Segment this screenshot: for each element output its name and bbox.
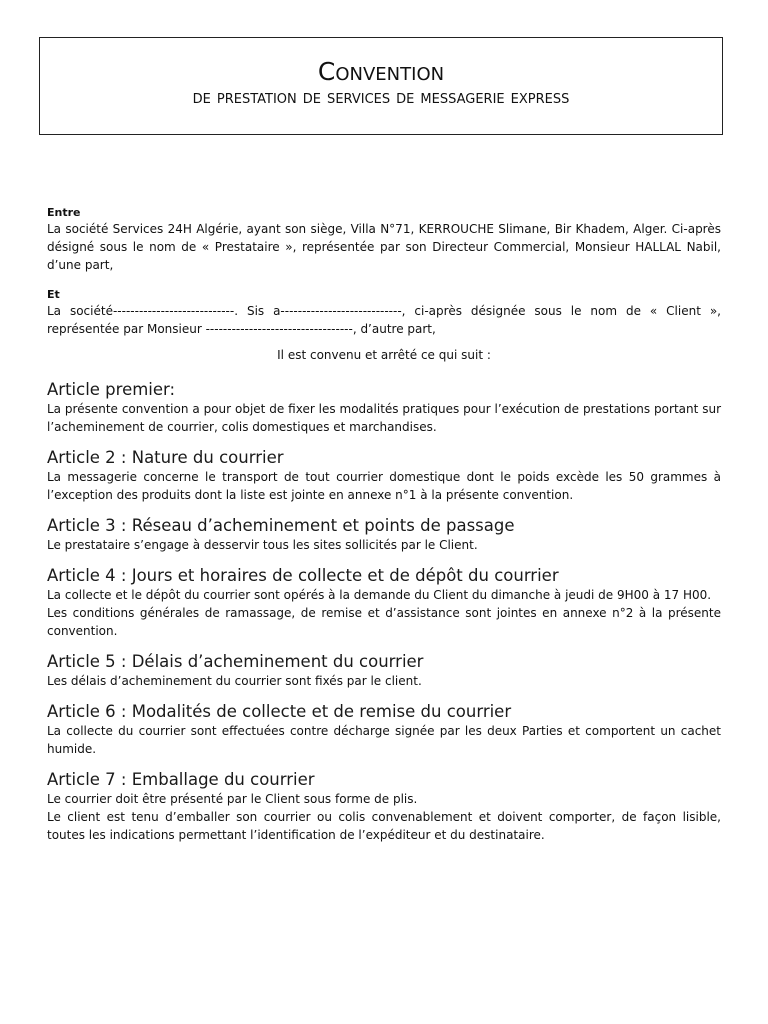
document-body xyxy=(47,206,721,844)
article-title: Article 7 : Emballage du courrier xyxy=(47,770,315,789)
article-title: Article 6 : Modalités de collecte et de remise du courrier xyxy=(47,702,512,721)
article-7 xyxy=(47,770,721,844)
article-paragraph: Les conditions générales de ramassage, de remise et d’assistance sont jointes en annexe n°2 à la présente convention. xyxy=(47,606,721,638)
article-paragraph: La messagerie concerne le transport de tout courrier domestique dont le poids excède les 50 grammes à l’exception des produits dont la liste est jointe en annexe n°1 à la présente convention. xyxy=(47,470,721,502)
article-1 xyxy=(47,380,721,436)
agreement-text: Il est convenu et arrêté ce qui suit : xyxy=(277,348,491,362)
article-3 xyxy=(47,516,721,554)
title-box xyxy=(39,37,723,135)
entre-label: Entre xyxy=(47,206,81,219)
article-paragraph: La collecte et le dépôt du courrier sont opérés à la demande du Client du dimanche à jeudi de 9H00 à 17 H00. xyxy=(47,588,712,602)
article-paragraph: Le prestataire s’engage à desservir tous les sites sollicités par le Client. xyxy=(47,538,478,552)
article-title: Article premier: xyxy=(47,380,176,399)
article-4 xyxy=(47,566,721,640)
article-paragraph: Le client est tenu d’emballer son courrier ou colis convenablement et doivent comporter, de façon lisible, toutes les indications permettant l’identification de l’expéditeur et du destinataire. xyxy=(47,810,721,842)
article-2 xyxy=(47,448,721,504)
article-6 xyxy=(47,702,721,758)
et-text: La société----------------------------. Sis a----------------------------, ci-après désignée sous le nom de « Client », représentée par Monsieur ----------------------------------, d’autre part, xyxy=(47,304,721,336)
document-subtitle: de prestation de services de messagerie express xyxy=(192,86,570,108)
article-paragraph: La présente convention a pour objet de fixer les modalités pratiques pour l’exécution de prestations portant sur l’acheminement de courrier, colis domestiques et marchandises. xyxy=(47,402,721,434)
et-label: Et xyxy=(47,288,60,301)
document-title: Convention xyxy=(317,57,445,86)
article-5 xyxy=(47,652,721,690)
article-title: Article 5 : Délais d’acheminement du courrier xyxy=(47,652,424,671)
article-title: Article 2 : Nature du courrier xyxy=(47,448,284,467)
article-paragraph: Les délais d’acheminement du courrier sont fixés par le client. xyxy=(47,674,422,688)
article-title: Article 3 : Réseau d’acheminement et points de passage xyxy=(47,516,515,535)
article-paragraph: La collecte du courrier sont effectuées contre décharge signée par les deux Parties et comportent un cachet humide. xyxy=(47,724,721,756)
article-paragraph: Le courrier doit être présenté par le Client sous forme de plis. xyxy=(47,792,418,806)
article-title: Article 4 : Jours et horaires de collecte et de dépôt du courrier xyxy=(47,566,559,585)
entre-text: La société Services 24H Algérie, ayant son siège, Villa N°71, KERROUCHE Slimane, Bir Khadem, Alger. Ci-après désigné sous le nom de « Prestataire », représentée par son Directeur Commercial, Monsieur HALLAL Nabil, d’une part, xyxy=(47,222,721,272)
